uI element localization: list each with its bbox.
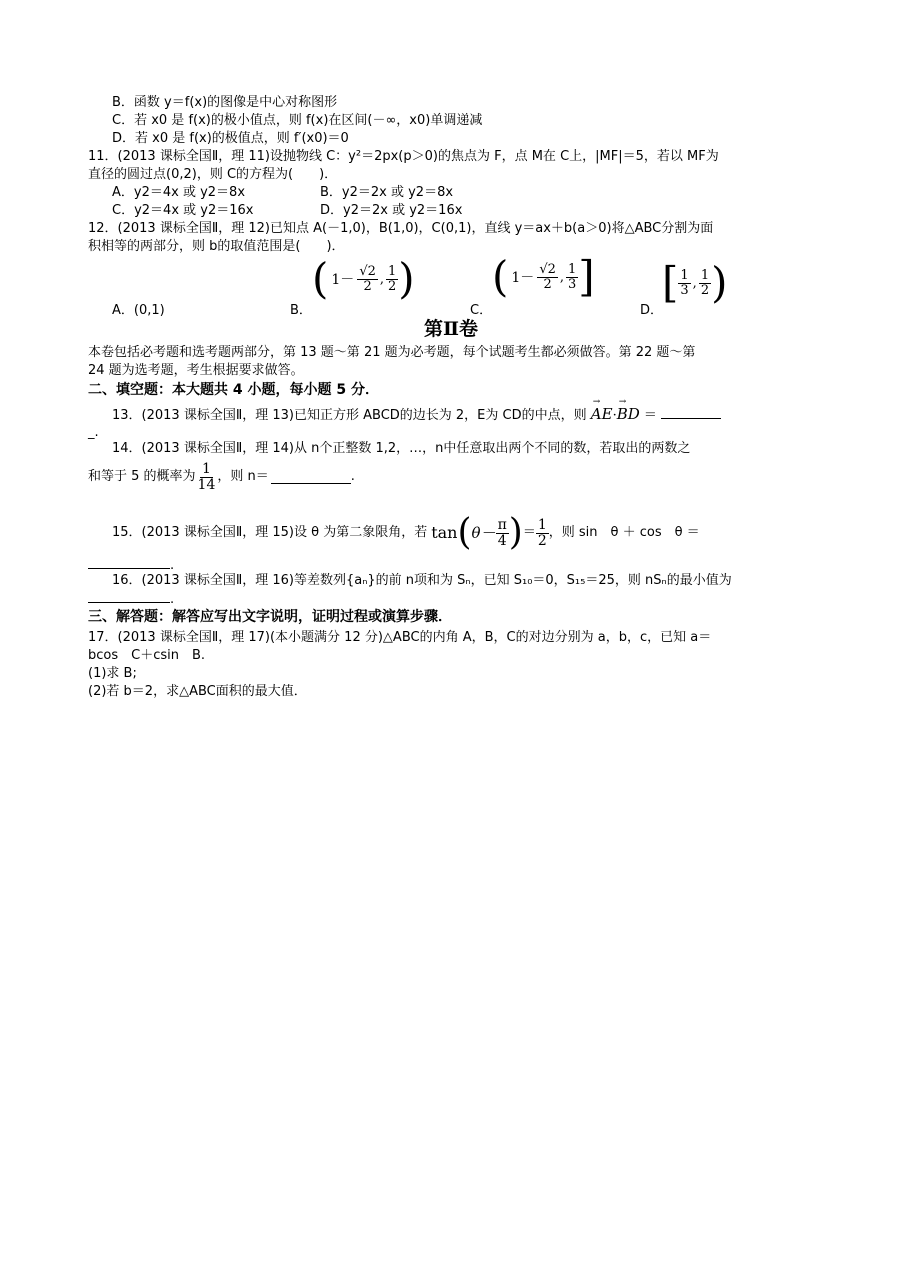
period: . <box>170 592 175 607</box>
close-bracket: ] <box>578 252 595 301</box>
question-14-prefix: 和等于 5 的概率为 <box>88 469 196 485</box>
close-bracket: ) <box>398 254 415 303</box>
answer-blank <box>88 590 170 603</box>
fraction <box>566 263 578 291</box>
period: . <box>170 558 175 573</box>
fraction <box>357 265 378 293</box>
vector-ae: → AE <box>591 405 613 423</box>
numerator: 1 <box>568 261 577 277</box>
denominator: 4 <box>497 532 507 549</box>
solution-heading: 三、解答题：解答应写出文字说明，证明过程或演算步骤． <box>88 609 452 625</box>
question-11-option-b: B．y2＝2x 或 y2＝8x <box>320 185 454 200</box>
question-12-option-b-label: B． <box>290 303 312 318</box>
tan: tan <box>431 523 458 542</box>
question-13 <box>112 405 721 425</box>
question-14-suffix: ，则 n＝ <box>217 469 269 485</box>
numerator: 1 <box>680 267 689 283</box>
question-15-suffix: ，则 sin θ ＋ cos θ ＝ <box>548 525 700 540</box>
question-11-option-d: D．y2＝2x 或 y2＝16x <box>320 203 463 218</box>
denominator: 2 <box>363 278 372 294</box>
vector-bd: → BD <box>617 405 640 423</box>
open-bracket: ( <box>312 254 329 303</box>
question-12-stem-line2: 积相等的两部分，则 b的取值范围是( )． <box>88 239 345 254</box>
theta-minus: θ－ <box>471 524 496 542</box>
pi-over-four <box>496 518 509 548</box>
question-12-option-a: A．(0,1) <box>112 303 165 318</box>
question-11-option-c: C．y2＝4x 或 y2＝16x <box>112 203 254 218</box>
close-bracket: ) <box>711 258 728 307</box>
period: . <box>350 469 355 485</box>
question-14-line2 <box>88 462 355 492</box>
question-15-prefix: 15．(2013 课标全国Ⅱ，理 15)设 θ 为第二象限角，若 <box>112 525 428 540</box>
numerator: 1 <box>537 516 547 533</box>
question-11-stem-line2: 直径的圆过点(0,2)，则 C的方程为( )． <box>88 167 338 182</box>
section-intro-line1: 本卷包括必考题和选考题两部分，第 13 题～第 21 题为必考题，每个试题考生都必须做答。第 22 题～第 <box>88 345 696 360</box>
question-13-tail: _. <box>88 425 99 440</box>
answer-blank <box>661 406 721 419</box>
numerator: 1 <box>202 461 211 477</box>
option-c-q10: C．若 x0 是 f(x)的极小值点，则 f(x)在区间(－∞，x0)单调递减 <box>112 113 483 128</box>
denominator: 3 <box>568 276 577 292</box>
question-17-part2: (2)若 b＝2，求△ABC面积的最大值． <box>88 684 307 699</box>
option-b-q10: B．函数 y＝f(x)的图像是中心对称图形 <box>112 95 338 110</box>
fraction <box>699 269 711 297</box>
open-bracket: [ <box>662 258 679 307</box>
numerator: √2 <box>359 263 376 279</box>
open-bracket: ( <box>492 252 509 301</box>
answer-blank <box>88 556 170 569</box>
denominator: 2 <box>700 282 710 298</box>
denominator: 2 <box>388 278 397 294</box>
section-intro-line2: 24 题为选考题，考生根据要求做答。 <box>88 363 304 378</box>
denominator: 14 <box>197 476 216 493</box>
question-13-text: 13．(2013 课标全国Ⅱ，理 13)已知正方形 ABCD的边长为 2，E为 CD的中点，则 <box>112 408 587 423</box>
one-half <box>536 518 549 548</box>
question-12-option-c-label: C． <box>470 303 493 318</box>
probability-fraction <box>196 462 218 492</box>
question-11-stem-line1: 11．(2013 课标全国Ⅱ，理 11)设抛物线 C：y²＝2px(p＞0)的焦点为 F，点 M在 C上，|MF|＝5，若以 MF为 <box>88 149 719 164</box>
fill-in-heading: 二、填空题：本大题共 4 小题，每小题 5 分． <box>88 382 379 398</box>
denominator: 2 <box>537 532 547 549</box>
answer-blank <box>271 471 351 484</box>
question-12-option-d-label: D． <box>640 303 664 318</box>
numerator: π <box>497 516 507 533</box>
question-15 <box>112 512 700 554</box>
fraction <box>678 269 690 297</box>
one-minus: 1－ <box>331 272 355 288</box>
question-16-answer <box>88 590 174 609</box>
question-11-option-a: A．y2＝4x 或 y2＝8x <box>112 185 246 200</box>
denominator: 2 <box>543 276 552 292</box>
option-d-q10: D．若 x0 是 f(x)的极值点，则 f′(x0)＝0 <box>112 131 349 146</box>
dot: · <box>612 408 617 423</box>
numerator: √2 <box>539 261 556 277</box>
question-17-line2: bcos C＋csin B. <box>88 648 206 663</box>
option-c-interval: ( 1－ $\frac{√2}{2}$ , $\frac{1}{3}$ ] <box>492 252 595 301</box>
one-minus: 1－ <box>511 270 535 286</box>
question-16: 16．(2013 课标全国Ⅱ，理 16)等差数列{aₙ}的前 n项和为 Sₙ，已知 S₁₀＝0，S₁₅＝25，则 nSₙ的最小值为 <box>112 573 732 588</box>
numerator: 1 <box>388 263 397 279</box>
close-paren: ) <box>508 512 523 553</box>
denominator: 3 <box>680 282 689 298</box>
section-title: 第Ⅱ卷 <box>424 318 479 340</box>
open-paren: ( <box>457 512 472 553</box>
fraction <box>386 265 398 293</box>
fraction <box>537 263 558 291</box>
question-14-line1: 14．(2013 课标全国Ⅱ，理 14)从 n个正整数 1,2，…，n中任意取出两个不同的数，若取出的两数之 <box>112 441 691 456</box>
question-17-part1: (1)求 B; <box>88 666 137 681</box>
question-12-stem-line1: 12．(2013 课标全国Ⅱ，理 12)已知点 A(－1,0)，B(1,0)，C(0,1)，直线 y＝ax＋b(a＞0)将△ABC分割为面 <box>88 221 714 236</box>
equals: ＝ <box>643 408 657 423</box>
option-d-interval: [ $\frac{1}{3}$ , $\frac{1}{2}$ ) <box>662 258 728 307</box>
question-17-line1: 17．(2013 课标全国Ⅱ，理 17)(本小题满分 12 分)△ABC的内角 A，B，C的对边分别为 a，b，c，已知 a＝ <box>88 630 712 645</box>
equals: ＝ <box>522 525 536 540</box>
numerator: 1 <box>700 267 710 283</box>
option-b-interval: ( 1－ $\frac{√2}{2}$ , $\frac{1}{2}$ ) <box>312 254 415 303</box>
